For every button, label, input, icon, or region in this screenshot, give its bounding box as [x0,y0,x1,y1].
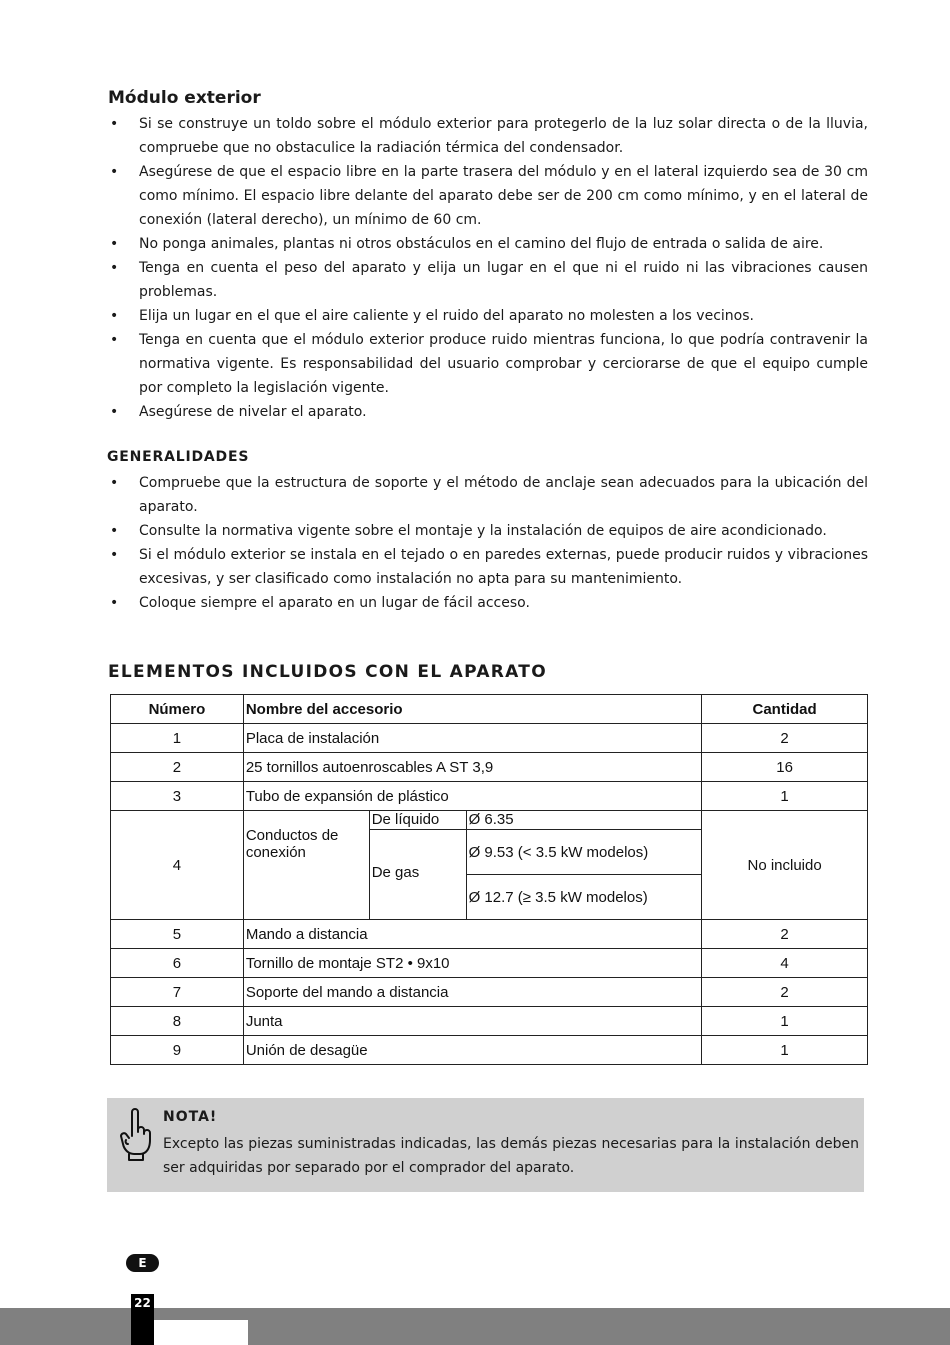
accessories-table [110,694,868,1065]
cell-qty: No incluido [702,811,868,920]
cell-qty: 1 [702,1007,868,1036]
list-item: • Asegúrese de que el espacio libre en la parte trasera del módulo y en el lateral izquierdo sea de 30 cm como mínimo. El espacio libre delante del aparato debe ser de 200 cm como mínimo, y en el lateral de conexión (lateral derecho), un mínimo de 60 cm. [108,160,868,232]
table-row [111,1007,868,1036]
cell-qty: 16 [702,753,868,782]
section-title-exterior: Módulo exterior [108,88,261,108]
page-number: 22 [131,1294,154,1345]
cell-number: 6 [111,949,244,978]
list-item: • Tenga en cuenta que el módulo exterior produce ruido mientras funciona, lo que podría contravenir la normativa vigente. Es responsabilidad del usuario comprobar y cerciorarse de que el equipo cumple por completo la legislación vigente. [108,328,868,400]
bullet-list-exterior [108,112,868,424]
cell-name: Soporte del mando a distancia [243,978,701,1007]
cell-qty: 2 [702,920,868,949]
list-item: • Elija un lugar en el que el aire caliente y el ruido del aparato no molesten a los vecinos. [108,304,868,328]
bullet-list-generalidades [108,471,868,615]
cell-name: Placa de instalación [243,724,701,753]
cell-number: 2 [111,753,244,782]
cell-name: Mando a distancia [243,920,701,949]
cell-name: Unión de desagüe [243,1036,701,1065]
table-row [111,811,868,830]
header-number: Número [111,695,244,724]
cell-gas-value: Ø 9.53 (< 3.5 kW modelos) [466,830,702,875]
list-item: • Si el módulo exterior se instala en el tejado o en paredes externas, puede producir ruidos y vibraciones excesivas, y ser clasificado como instalación no apta para su mantenimiento. [108,543,868,591]
header-qty: Cantidad [702,695,868,724]
cell-number: 9 [111,1036,244,1065]
cell-number: 1 [111,724,244,753]
cell-name: Tornillo de montaje ST2 • 9x10 [243,949,701,978]
cell-qty: 1 [702,1036,868,1065]
table-row [111,978,868,1007]
cell-qty: 1 [702,782,868,811]
cell-liquid-value: Ø 6.35 [466,811,702,830]
list-item: • Si se construye un toldo sobre el módulo exterior para protegerlo de la luz solar directa o de la lluvia, compruebe que no obstaculice la radiación térmica del condensador. [108,112,868,160]
note-title: NOTA! [163,1109,218,1125]
list-item: • Compruebe que la estructura de soporte y el método de anclaje sean adecuados para la ubicación del aparato. [108,471,868,519]
cell-gas-value: Ø 12.7 (≥ 3.5 kW modelos) [466,875,702,920]
table-row [111,753,868,782]
cell-qty: 2 [702,724,868,753]
table-row [111,1036,868,1065]
cell-liquid-label: De líquido [369,811,466,830]
footer-white-strip [154,1320,248,1345]
pointing-hand-icon [115,1106,155,1162]
list-item: • Consulte la normativa vigente sobre el montaje y la instalación de equipos de aire acondicionado. [108,519,868,543]
note-text: Excepto las piezas suministradas indicadas, las demás piezas necesarias para la instalación deben ser adquiridas por separado por el comprador del aparato. [163,1136,859,1176]
table-row [111,920,868,949]
section-title-generalidades: GENERALIDADES [107,449,250,465]
note-box [107,1098,864,1192]
table-header-row [111,695,868,724]
cell-name: Conductos de conexión [243,811,369,920]
section-title-accessories: ELEMENTOS INCLUIDOS CON EL APARATO [108,662,547,682]
cell-name: 25 tornillos autoenroscables A ST 3,9 [243,753,701,782]
cell-number: 3 [111,782,244,811]
table-row [111,782,868,811]
list-item: • Coloque siempre el aparato en un lugar de fácil acceso. [108,591,868,615]
language-badge: E [126,1254,159,1272]
table-row [111,724,868,753]
cell-gas-label: De gas [369,830,466,920]
list-item: • No ponga animales, plantas ni otros obstáculos en el camino del flujo de entrada o salida de aire. [108,232,868,256]
list-item: • Asegúrese de nivelar el aparato. [108,400,868,424]
cell-number: 5 [111,920,244,949]
cell-number: 8 [111,1007,244,1036]
cell-qty: 4 [702,949,868,978]
cell-number: 7 [111,978,244,1007]
list-item: • Tenga en cuenta el peso del aparato y elija un lugar en el que ni el ruido ni las vibraciones causen problemas. [108,256,868,304]
table-row [111,949,868,978]
cell-number: 4 [111,811,244,920]
cell-qty: 2 [702,978,868,1007]
cell-name: Tubo de expansión de plástico [243,782,701,811]
header-name: Nombre del accesorio [243,695,701,724]
cell-name: Junta [243,1007,701,1036]
